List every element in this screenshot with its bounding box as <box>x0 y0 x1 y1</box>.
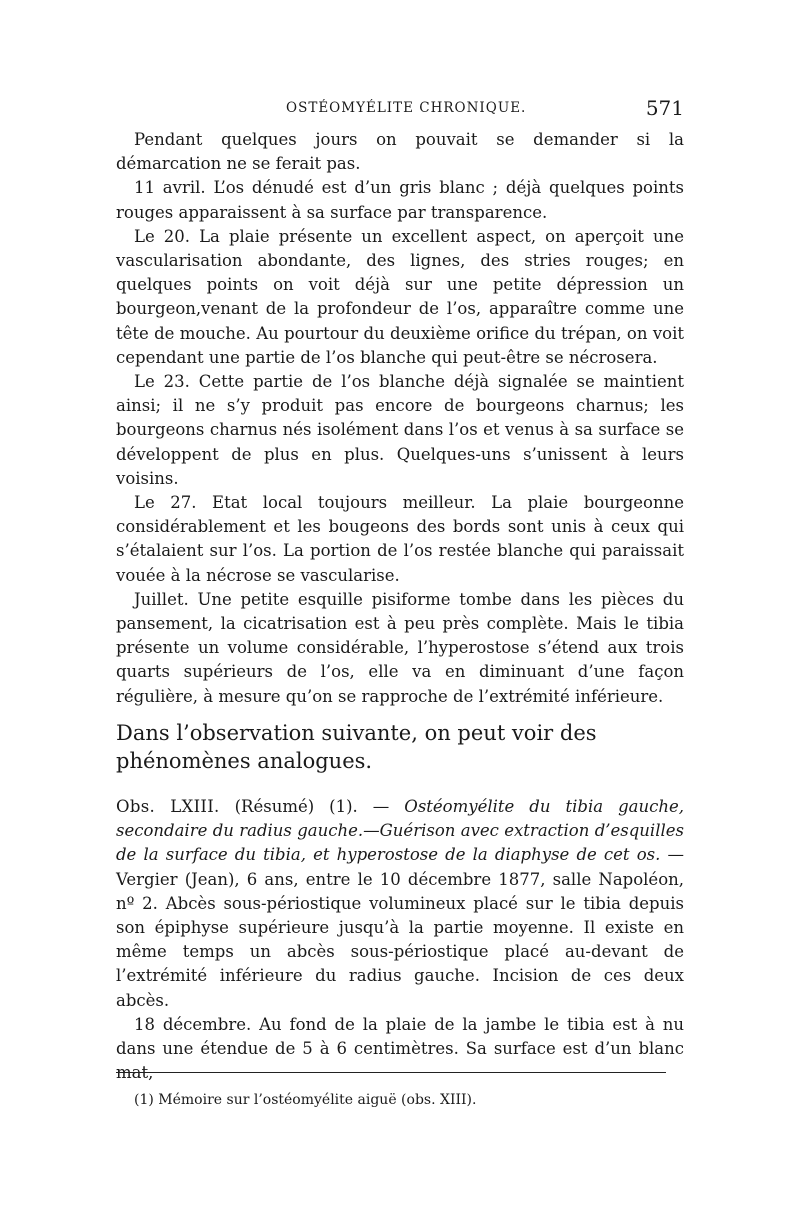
paragraph-le-20: Le 20. La plaie présente un excellent aspect, on aperçoit une vascularisation abondante, des lignes, des stries rouges; en quelques points on voit déjà sur une petite dépression un bourgeon,venant de la profondeur de l’os, apparaître comme une tête de mouche. Au pourtour du deuxième orifice du trépan, on voit cependant une partie de l’os blanche qui peut-être se nécrosera. <box>116 226 684 367</box>
observation-text: — Vergier (Jean), 6 ans, entre le 10 décembre 1877, salle Napoléon, nº 2. Abcès sous-périostique volumineux placé sur le tibia depuis son épiphyse supérieure jusqu’à la partie moyenne. Il existe en même temps un abcès sous-périostique placé au-devant de l’extrémité inférieure du radius gauche. Incision de ces deux abcès. <box>116 845 684 1010</box>
observation-title: Ostéomyélite du tibia gauche, secondaire du radius gauche.—Guérison avec extraction d’esquilles de la surface du tibia, et hyperostose de la diaphyse de cet os. <box>116 797 684 865</box>
observation-block <box>116 795 684 1085</box>
observation-header <box>116 795 684 1013</box>
paragraph-juillet: Juillet. Une petite esquille pisiforme tombe dans les pièces du pansement, la cicatrisation est à peu près complète. Mais le tibia présente un volume considérable, l’hyperostose s’étend aux trois quarts supérieurs de l’os, elle va en diminuant d’une façon régulière, à mesure qu’on se rapproche de l’extrémité inférieure. <box>116 589 684 706</box>
body-text <box>116 128 684 709</box>
running-header <box>116 96 684 122</box>
transition-note: Dans l’observation suivante, on peut voir des phénomènes analogues. <box>116 721 597 773</box>
paragraph-le-23: Le 23. Cette partie de l’os blanche déjà signalée se maintient ainsi; il ne s’y produit pas encore de bourgeons charnus; les bourgeons charnus nés isolément dans l’os et venus à sa surface se développent de plus en plus. Quelques-uns s’unissent à leurs voisins. <box>116 372 684 488</box>
footnote-rule <box>116 1072 666 1073</box>
footnote: (1) Mémoire sur l’ostéomyélite aiguë (obs. XIII). <box>134 1092 477 1108</box>
observation-resume: (Résumé) (1). — <box>234 797 390 816</box>
paragraph-le-27: Le 27. Etat local toujours meilleur. La plaie bourgeonne considérablement et les bougeons des bords sont unis à ceux qui s’étalaient sur l’os. La portion de l’os restée blanche qui paraissait vouée à la nécrose se vascularise. <box>116 493 684 585</box>
paragraph-11-avril: 11 avril. L’os dénudé est d’un gris blanc ; déjà quelques points rouges apparaissent à sa surface par transparence. <box>116 178 684 222</box>
running-title: OSTÉOMYÉLITE CHRONIQUE. <box>286 100 527 116</box>
observation-label: Obs. LXIII. <box>116 797 220 816</box>
paragraph-demarcation: Pendant quelques jours on pouvait se demander si la démarcation ne se ferait pas. <box>116 130 684 174</box>
observation-continuation: 18 décembre. Au fond de la plaie de la jambe le tibia est à nu dans une étendue de 5 à 6 centimètres. Sa surface est d’un blanc mat, <box>116 1014 684 1083</box>
page-number: 571 <box>645 96 684 120</box>
